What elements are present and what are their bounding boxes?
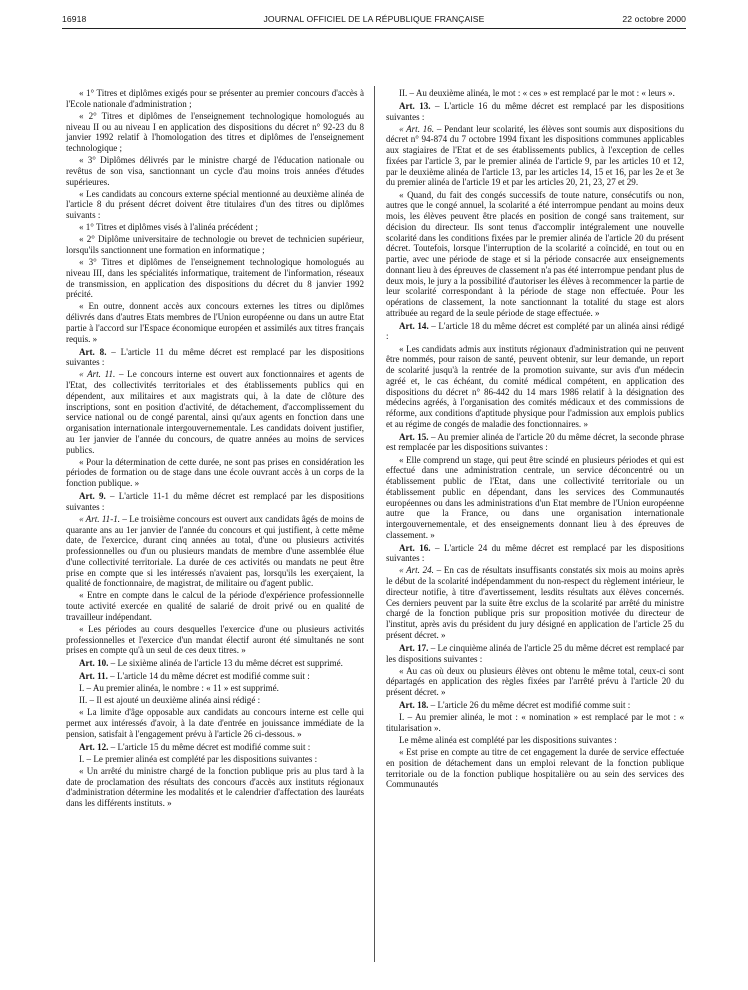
paragraph (66, 658, 364, 669)
paragraph (66, 111, 364, 154)
paragraph-text: « Quand, du fait des congés successifs de toute nature, consécutifs ou non, autres que le congé annuel, la scolarité a été interrompue pendant au moins deux mois, les élèves peuvent être placés en position de congé sans traitement, sur décision du directeur. Ils sont tenus d'accomplir intégralement une nouvelle scolarité dans les conditions fixées par le premier alinéa de l'article 20 du présent décret. Toutefois, lorsque l'interruption de la scolarité a coïncidé, en tout ou en partie, avec une période de stage et si la période consacrée aux enseignements donnant lieu à des épreuves de classement n'a pas été interrompue pendant plus de deux mois, le jury a la possibilité d'autoriser les élèves à recommencer la partie de leur scolarité correspondant à la période de stage non effectuée. Pour les opérations de classement, la note sanctionnant la totalité du stage est alors attribuée au regard de la seule période de stage effectuée. » (386, 189, 684, 318)
paragraph (66, 624, 364, 656)
article-number: Art. 14. (399, 320, 429, 331)
paragraph-text: II. – Il est ajouté un deuxième alinéa ainsi rédigé : (79, 695, 261, 706)
paragraph (66, 457, 364, 489)
page-header (62, 14, 686, 28)
publication-date: 22 octobre 2000 (622, 14, 686, 24)
article-reference: « Art. 11-1. (79, 513, 121, 524)
paragraph (66, 234, 364, 256)
paragraph-text: – L'article 24 du même décret est remplacé par les dispositions suivantes : (386, 542, 684, 564)
paragraph (386, 344, 684, 430)
paragraph (66, 369, 364, 455)
paragraph (66, 257, 364, 300)
paragraph (386, 747, 684, 790)
paragraph (66, 754, 364, 765)
paragraph (386, 666, 684, 698)
paragraph-text: – L'article 26 du même décret est modifié comme suit : (428, 700, 631, 711)
paragraph (386, 432, 684, 454)
paragraph-text: « Elle comprend un stage, qui peut être scindé en plusieurs périodes et qui est effectué dans une administration centrale, un service déconcentré ou un établissement public de l'Etat, dans une collectivité territoriale ou un établissement public en dépendant, dans les services des Communautés européennes ou dans les administrations d'un Etat membre de l'Union européenne autre que la France, ou dans une organisation internationale intergouvernementale, et des enseignements donnant lieu à des épreuves de classement. » (386, 454, 684, 540)
paragraph-text: – L'article 11 du même décret est remplacé par les dispositions suivantes : (66, 346, 364, 368)
paragraph-text: Le même alinéa est complété par les dispositions suivantes : (399, 735, 617, 745)
paragraph-text: – Le concours interne est ouvert aux fonctionnaires et agents de l'Etat, des collectivités territoriales et des établissements publics qui en dépendent, aux militaires et aux magistrats qui, à la date de clôture des inscriptions, sont en position d'activité, de détachement, d'accomplissement du service national ou de congé parental, ainsi qu'aux agents en fonction dans une organisation internationale intergouvernementale. Les candidats doivent justifier, au 1er janvier de l'année du concours, de quatre années au moins de services publics. (66, 369, 364, 455)
paragraph-text: I. – Le premier alinéa est complété par les dispositions suivantes : (79, 753, 318, 764)
journal-title: JOURNAL OFFICIEL DE LA RÉPUBLIQUE FRANÇAISE (263, 14, 485, 24)
paragraph-text: « En outre, donnent accès aux concours externes les titres ou diplômes délivrés dans d'autres Etats membres de l'Union européenne ou dans un autre Etat partie à l'accord sur l'Espace économique européen et assimilés aux titres français requis. » (66, 301, 364, 344)
paragraph-text: I. – Au premier alinéa, le mot : « nomination » est remplacé par le mot : « titularisation ». (386, 712, 684, 733)
paragraph (386, 735, 684, 746)
paragraph-text: « 2° Titres et diplômes de l'enseignement technologique homologués au niveau II ou au niveau I en application des dispositions du décret n° 92-23 du 8 janvier 1992 relatif à l'homologation des titres et diplômes de l'enseignement technologique ; (66, 110, 364, 154)
column-separator (374, 86, 375, 962)
article-number: Art. 9. (79, 491, 106, 502)
paragraph (66, 301, 364, 344)
paragraph-text: I. – Au premier alinéa, le nombre : « 11 » est supprimé. (79, 683, 279, 694)
paragraph-text: « Les candidats admis aux instituts régionaux d'administration qui ne peuvent être nommés, pour raison de santé, peuvent obtenir, sur leur demande, un report de scolarité jusqu'à la rentrée de la promotion suivante, sur avis d'un médecin agréé et, le cas échéant, du comité médical compétent, en application des dispositions du décret n° 86-442 du 14 mars 1986 relatif à la désignation des médecins agréés, à l'organisation des comités médicaux et des commissions de réforme, aux conditions d'aptitude physique pour l'admission aux emplois publics et au régime de congés de maladie des fonctionnaires. » (386, 343, 684, 429)
paragraph-text: – L'article 11-1 du même décret est remplacé par les dispositions suivantes : (66, 491, 364, 512)
paragraph (386, 190, 684, 319)
paragraph-text: « Au cas où deux ou plusieurs élèves ont obtenu le même total, ceux-ci sont départagés en application des règles fixées par l'arrêté prévu à l'article 20 du présent décret. » (386, 665, 684, 698)
paragraph-text: « 3° Titres et diplômes de l'enseignement technologique homologués au niveau III, dans les spécialités informatique, traitement de l'information, réseaux de transmission, en application des dispositions du décret du 8 janvier 1992 précité. (66, 257, 364, 300)
paragraph-text: « Est prise en compte au titre de cet engagement la durée de service effectuée en position de détachement dans un emploi relevant de la fonction publique territoriale ou de la fonction publique hospitalière ou au sein des services des Communautés (386, 747, 684, 790)
paragraph-text: – Le sixième alinéa de l'article 13 du même décret est supprimé. (108, 658, 343, 669)
paragraph (66, 707, 364, 739)
article-number: Art. 12. (79, 741, 109, 752)
paragraph-text: – Au premier alinéa de l'article 20 du même décret, la seconde phrase est remplacée par les dispositions suivantes : (386, 431, 684, 453)
paragraph-text: – L'article 18 du même décret est complété par un alinéa ainsi rédigé : (386, 320, 684, 342)
article-number: Art. 11. (79, 671, 108, 682)
paragraph (386, 643, 684, 665)
paragraph (386, 565, 684, 640)
paragraph (66, 347, 364, 369)
paragraph-text: – En cas de résultats insuffisants constatés six mois au moins après le début de la scolarité indépendamment du non-respect du règlement intérieur, le directeur notifie, à titre d'avertissement, lesdits résultats aux élèves concernés. Ces derniers peuvent par la suite être exclus de la scolarité par arrêté du ministre chargé de la fonction publique pris sur proposition motivée du directeur de l'institut, après avis du président du jury désigné en application de l'article 25 du présent décret. » (386, 565, 685, 640)
paragraph (386, 712, 684, 734)
article-reference: « Art. 16. (399, 123, 435, 134)
paragraph (66, 671, 364, 682)
paragraph (386, 543, 684, 565)
paragraph-text: – Le troisième concours est ouvert aux candidats âgés de moins de quarante ans au 1er janvier de l'année du concours et qui justifient, à cette même date, de l'exercice, durant cinq années au total, d'une ou plusieurs activités professionnelles ou d'un ou plusieurs mandats de membre d'une assemblée élue d'une collectivité territoriale. La durée de ces activités ou mandats ne peut être prise en compte que si les intéressés n'avaient pas, lorsqu'ils les exerçaient, la qualité de fonctionnaire, de magistrat, de militaire ou d'agent public. (66, 513, 364, 589)
paragraph-text: « 1° Titres et diplômes visés à l'alinéa précédent ; (79, 222, 258, 233)
paragraph (386, 455, 684, 541)
paragraph (66, 514, 364, 589)
paragraph-text: – L'article 14 du même décret est modifié comme suit : (107, 671, 310, 682)
article-number: Art. 18. (399, 700, 429, 711)
paragraph (66, 491, 364, 513)
paragraph (66, 590, 364, 622)
left-column (66, 88, 364, 810)
paragraph (66, 222, 364, 233)
article-number: Art. 17. (399, 642, 429, 653)
paragraph (386, 88, 684, 99)
paragraph (66, 155, 364, 187)
paragraph (66, 189, 364, 221)
paragraph (66, 88, 364, 110)
header-rule (62, 28, 686, 29)
article-number: Art. 10. (79, 658, 109, 669)
article-number: Art. 16. (399, 542, 431, 553)
paragraph-text: « Pour la détermination de cette durée, ne sont pas prises en considération les périodes de formation ou de stage dans une école ouvrant accès à un corps de la fonction publique. » (66, 456, 364, 489)
paragraph-text: « 3° Diplômes délivrés par le ministre chargé de l'éducation nationale ou revêtus de son visa, sanctionnant un cycle d'au moins trois années d'études supérieures. (66, 155, 364, 187)
article-reference: « Art. 24. (399, 565, 434, 576)
paragraph-text: « Un arrêté du ministre chargé de la fonction publique pris au plus tard à la date de proclamation des résultats des concours d'accès aux instituts régionaux d'administration détermine les modalités et le calendrier d'affectation des lauréats dans les différents instituts. » (66, 765, 364, 809)
paragraph (386, 321, 684, 343)
paragraph-text: « 1° Titres et diplômes exigés pour se présenter au premier concours d'accès à l'Ecole nationale d'administration ; (66, 88, 364, 109)
paragraph-text: « 2° Diplôme universitaire de technologie ou brevet de technicien supérieur, lorsqu'ils sanctionnent une formation en informatique ; (66, 234, 364, 255)
paragraph (66, 742, 364, 753)
paragraph (386, 124, 684, 189)
paragraph-text: « La limite d'âge opposable aux candidats au concours interne est celle qui permet aux intéressés d'avoir, à la date d'entrée en jouissance immédiate de la pension, satisfait à l'engagement prévu à l'article 26 ci-dessous. » (66, 707, 364, 739)
paragraph-text: – L'article 15 du même décret est modifié comme suit : (108, 741, 311, 752)
paragraph-text: « Les périodes au cours desquelles l'exercice d'une ou plusieurs activités professionnelles et l'exercice d'un mandat électif auront été simultanés ne sont prises en compte qu'à un seul de ces deux titres. » (66, 623, 364, 656)
article-number: Art. 13. (399, 100, 431, 111)
paragraph-text: – L'article 16 du même décret est remplacé par les dispositions suivantes : (386, 100, 684, 122)
right-column (386, 88, 684, 791)
article-reference: « Art. 11. (79, 369, 116, 380)
paragraph (66, 683, 364, 694)
paragraph (66, 766, 364, 809)
article-number: Art. 15. (399, 431, 429, 442)
paragraph-text: « Entre en compte dans le calcul de la période d'expérience professionnelle toute activité exercée en qualité de salarié de droit privé ou en qualité de travailleur indépendant. (66, 590, 364, 622)
paragraph (386, 101, 684, 123)
paragraph-text: – Pendant leur scolarité, les élèves sont soumis aux dispositions du décret n° 94-874 du 7 octobre 1994 fixant les dispositions communes applicables aux stagiaires de l'Etat et de ses établissements publics, à l'exception de celles fixées par l'article 3, par le premier alinéa de l'article 9, par les articles 10 et 12, par le deuxième alinéa de l'article 13, par les articles 14, 15 et 16, par les 2e et 3e du premier alinéa de l'article 19 et par les articles 20, 21, 23, 27 et 29. (386, 123, 684, 188)
paragraph-text: II. – Au deuxième alinéa, le mot : « ces » est remplacé par le mot : « leurs ». (399, 88, 675, 98)
article-number: Art. 8. (79, 346, 107, 357)
paragraph (66, 695, 364, 706)
paragraph-text: – Le cinquième alinéa de l'article 25 du même décret est remplacé par les dispositions suivantes : (386, 642, 684, 664)
page-number: 16918 (62, 14, 87, 24)
paragraph-text: « Les candidats au concours externe spécial mentionné au deuxième alinéa de l'article 8 du présent décret doivent être titulaires d'un des titres ou diplômes suivants : (66, 188, 364, 221)
paragraph (386, 700, 684, 711)
